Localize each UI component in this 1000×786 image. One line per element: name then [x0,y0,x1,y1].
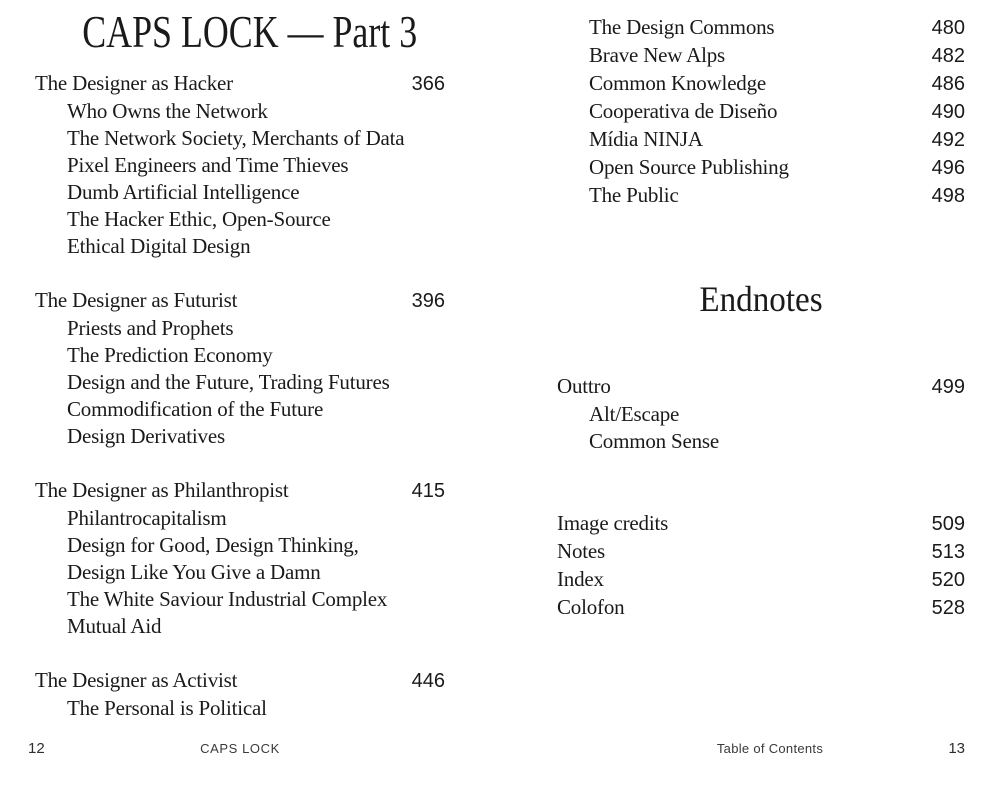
toc-entry [557,510,965,538]
toc-entry-title: Notes [557,539,605,563]
toc-entry-page: 415 [411,480,445,502]
page-number-right: 13 [948,740,965,757]
toc-subentry [557,126,965,154]
toc-entry-title: Outtro [557,374,611,398]
toc-subentry-page: 486 [931,73,965,95]
toc-subentry [35,396,445,423]
page-right [557,0,965,622]
part-title [35,8,445,56]
toc-subentry-title: The Network Society, Merchants of Data [67,126,405,150]
endnotes-heading-text: Endnotes [699,279,823,319]
toc-subentry [35,206,445,233]
toc-subentry-title: Priests and Prophets [67,316,234,340]
toc-entry-title: The Designer as Activist [35,668,238,692]
toc-subentry [35,505,445,532]
toc-subentry [557,182,965,210]
toc-entry-page: 499 [931,376,965,398]
toc-subentry-title: Design for Good, Design Thinking, [67,533,359,557]
toc-subentry [35,179,445,206]
toc-subentry-title: The Design Commons [589,15,775,39]
toc-subentry [35,423,445,450]
page-number-left: 12 [28,740,45,757]
toc-subentry [35,98,445,125]
toc-subentry-page: 482 [931,45,965,67]
toc-subentry [35,152,445,179]
toc-subentry-title: Open Source Publishing [589,155,789,179]
toc-subentry-page: 490 [931,101,965,123]
toc-subentry [557,154,965,182]
footer [0,740,1000,758]
toc-subentry [557,70,965,98]
page-left [35,0,445,722]
toc-entry [35,287,445,315]
toc-entry [557,594,965,622]
toc-section-back-matter [557,510,965,622]
toc-section-case-studies [557,14,965,210]
toc-entry [557,373,965,401]
toc-subentry [35,233,445,260]
toc-subentry-page: 492 [931,129,965,151]
toc-entry-title: Index [557,567,604,591]
toc-subentry-title: Brave New Alps [589,43,726,67]
toc-subentry-title: Common Knowledge [589,71,767,95]
toc-subentry-title: Philantrocapitalism [67,506,227,530]
toc-entry [35,667,445,695]
toc-entry-page: 513 [931,541,965,563]
toc-subentry [35,586,445,613]
toc-subentry-title: Design Like You Give a Damn [67,560,321,584]
toc-subentry [35,695,445,722]
toc-subentry-title: The White Saviour Industrial Complex [67,587,388,611]
toc-subentry [35,559,445,586]
toc-subentry-title: The Public [589,183,679,207]
toc-entry [557,538,965,566]
toc-subentry [557,42,965,70]
toc-entry-title: The Designer as Philanthropist [35,478,289,502]
toc-subentry [557,14,965,42]
toc-subentry-title: The Hacker Ethic, Open-Source [67,207,331,231]
part-title-text: CAPS LOCK — Part 3 [82,6,418,57]
toc-entry-title: The Designer as Futurist [35,288,238,312]
toc-subentry [35,125,445,152]
toc-entry-title: Colofon [557,595,625,619]
toc-subentry-title: Who Owns the Network [67,99,268,123]
toc-subentry [557,428,965,455]
toc-subentry-page: 496 [931,157,965,179]
toc-subentry-title: Pixel Engineers and Time Thieves [67,153,349,177]
toc-entry-title: The Designer as Hacker [35,71,233,95]
toc-subentry [35,342,445,369]
toc-section-futurist [35,287,445,450]
toc-entry-page: 366 [411,73,445,95]
toc-entry-title: Image credits [557,511,669,535]
toc-entry-page: 509 [931,513,965,535]
toc-subentry-page: 480 [931,17,965,39]
toc-subentry [35,369,445,396]
toc-entry [557,566,965,594]
toc-entry-page: 446 [411,670,445,692]
toc-entry [35,70,445,98]
toc-subentry-title: Dumb Artificial Intelligence [67,180,300,204]
toc-subentry-title: Mutual Aid [67,614,162,638]
spacer [557,482,965,510]
toc-entry [35,477,445,505]
running-title-right: Table of Contents [716,741,824,756]
toc-section-outtro [557,373,965,455]
toc-subentry [557,401,965,428]
toc-subentry-page: 498 [931,185,965,207]
toc-subentry-title: Alt/Escape [589,402,680,426]
running-title-left: CAPS LOCK [200,741,280,756]
toc-subentry [35,613,445,640]
toc-subentry-title: Design and the Future, Trading Futures [67,370,390,394]
toc-entry-page: 528 [931,597,965,619]
toc-section-hacker [35,70,445,260]
toc-subentry-title: Common Sense [589,429,720,453]
toc-subentry-title: Cooperativa de Diseño [589,99,778,123]
toc-section-activist [35,667,445,722]
toc-subentry [35,315,445,342]
toc-entry-page: 520 [931,569,965,591]
toc-subentry-title: Commodification of the Future [67,397,324,421]
toc-subentry-title: The Prediction Economy [67,343,273,367]
endnotes-heading [557,275,965,323]
toc-subentry-title: Ethical Digital Design [67,234,251,258]
toc-entry-page: 396 [411,290,445,312]
toc-subentry [35,532,445,559]
toc-section-philanthropist [35,477,445,640]
toc-subentry-title: Mídia NINJA [589,127,703,151]
toc-subentry [557,98,965,126]
toc-subentry-title: Design Derivatives [67,424,225,448]
toc-subentry-title: The Personal is Political [67,696,267,720]
